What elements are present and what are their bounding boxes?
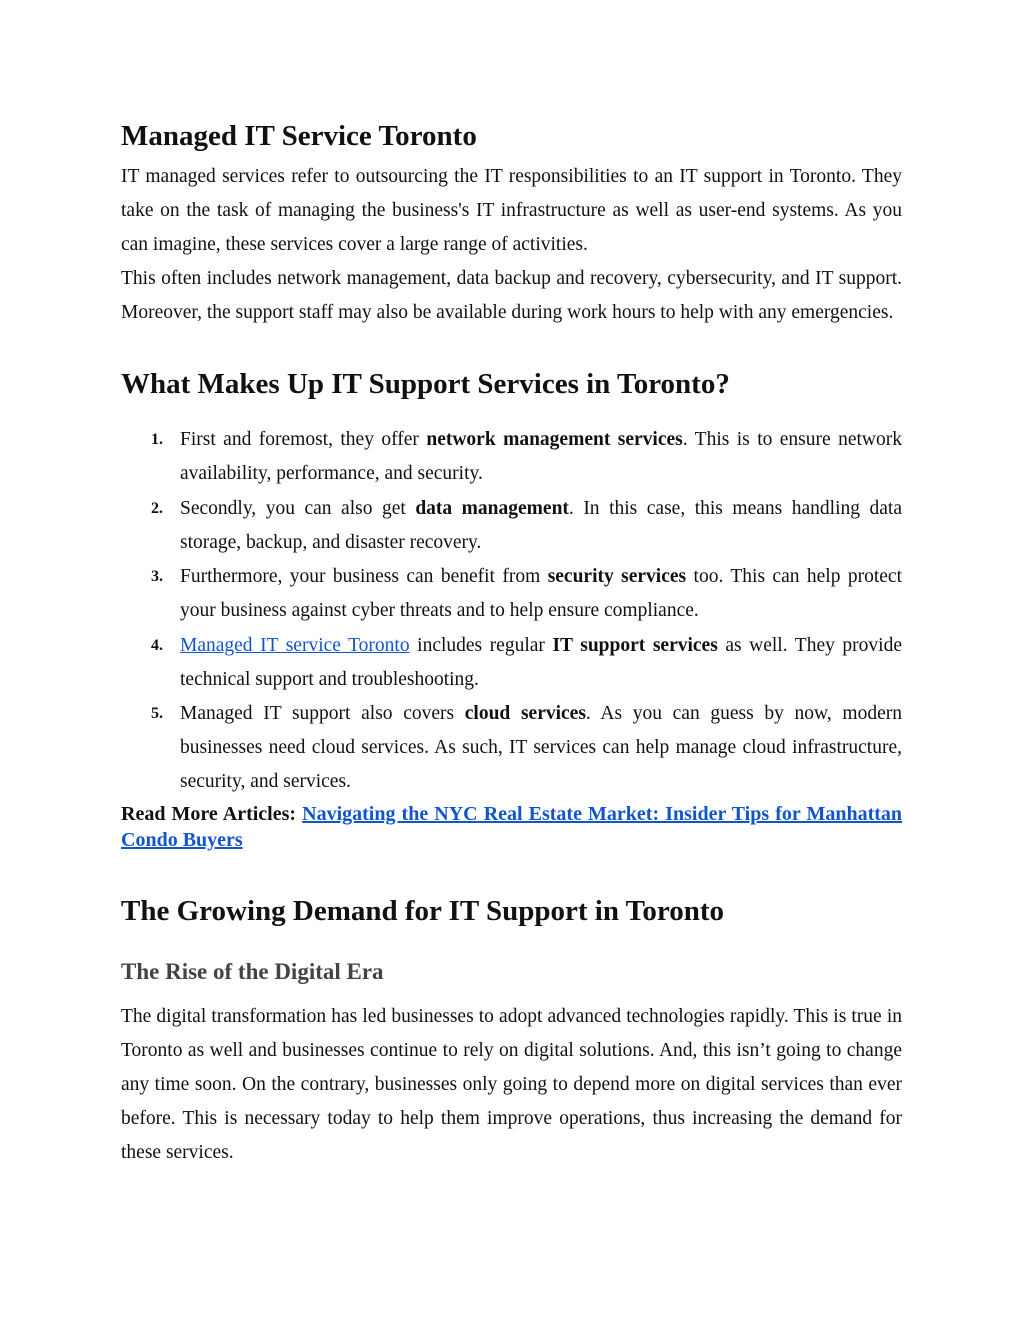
list-item-text: . As you can guess by now, modern businesses need cloud services. As such, IT services can help manage cloud infrastructure, security, and services.: [180, 703, 902, 792]
list-item: [121, 560, 902, 628]
list-item-bold: network management services: [426, 429, 683, 450]
list-item-number: 1.: [151, 431, 163, 448]
list-item: [121, 697, 902, 799]
paragraph-intro: IT managed services refer to outsourcing the IT responsibilities to an IT support in Toronto. They take on the task of managing the business's IT infrastructure as well as user-end systems. As you can imagine, these services cover a large range of activities.: [121, 166, 902, 255]
list-item-text: First and foremost, they offer: [180, 429, 427, 450]
list-item-number: 2.: [151, 499, 163, 517]
section-heading-managed-it: Managed IT Service Toronto: [121, 120, 477, 152]
list-item-bold: IT support services: [552, 634, 718, 656]
section-heading-what-makes-up: What Makes Up IT Support Services in Toronto?: [121, 368, 730, 400]
paragraph-includes: This often includes network management, data backup and recovery, cybersecurity, and IT support. Moreover, the support staff may also be available during work hours to help with any emergencies.: [121, 268, 902, 323]
list-item-bold: data management: [415, 497, 569, 519]
list-item-bold: security services: [547, 566, 687, 587]
subheading-digital-era: The Rise of the Digital Era: [121, 959, 384, 984]
read-more: [121, 801, 902, 853]
list-item-number: 4.: [151, 636, 163, 654]
list-item-text: . In this case, this means handling data storage, backup, and disaster recovery.: [180, 497, 902, 553]
list-item-text: too. This can help protect your business against cyber threats and to help ensure compliance.: [180, 566, 902, 621]
services-list: [121, 423, 902, 799]
managed-it-service-link[interactable]: Managed IT service Toronto: [180, 634, 410, 656]
list-item-text: Secondly, you can also get: [180, 497, 416, 519]
list-item-text: includes regular: [409, 634, 553, 656]
list-item-number: 3.: [151, 568, 163, 585]
list-item-bold: cloud services: [464, 703, 586, 724]
list-item-text: . This is to ensure network availability, performance, and security.: [180, 429, 902, 484]
list-item: [121, 423, 902, 491]
read-more-label: Read More Articles:: [121, 803, 297, 825]
paragraph-digital-transformation: The digital transformation has led businesses to adopt advanced technologies rapidly. This is true in Toronto as well and businesses continue to rely on digital solutions. And, this isn’t going to change any time soon. On the contrary, businesses only going to depend more on digital services than ever before. This is necessary today to help them improve operations, thus increasing the demand for these services.: [121, 1006, 902, 1163]
list-item-text: as well. They provide technical support and troubleshooting.: [180, 634, 902, 690]
list-item-text: Furthermore, your business can benefit from: [180, 566, 548, 587]
list-item-number: 5.: [151, 705, 163, 722]
list-item: [121, 629, 902, 697]
section-heading-growing-demand: The Growing Demand for IT Support in Toronto: [121, 895, 724, 927]
list-item-text: Managed IT support also covers: [180, 703, 465, 724]
read-more-link[interactable]: Navigating the NYC Real Estate Market: Insider Tips for Manhattan Condo Buyers: [121, 803, 903, 851]
list-item: [121, 492, 902, 560]
